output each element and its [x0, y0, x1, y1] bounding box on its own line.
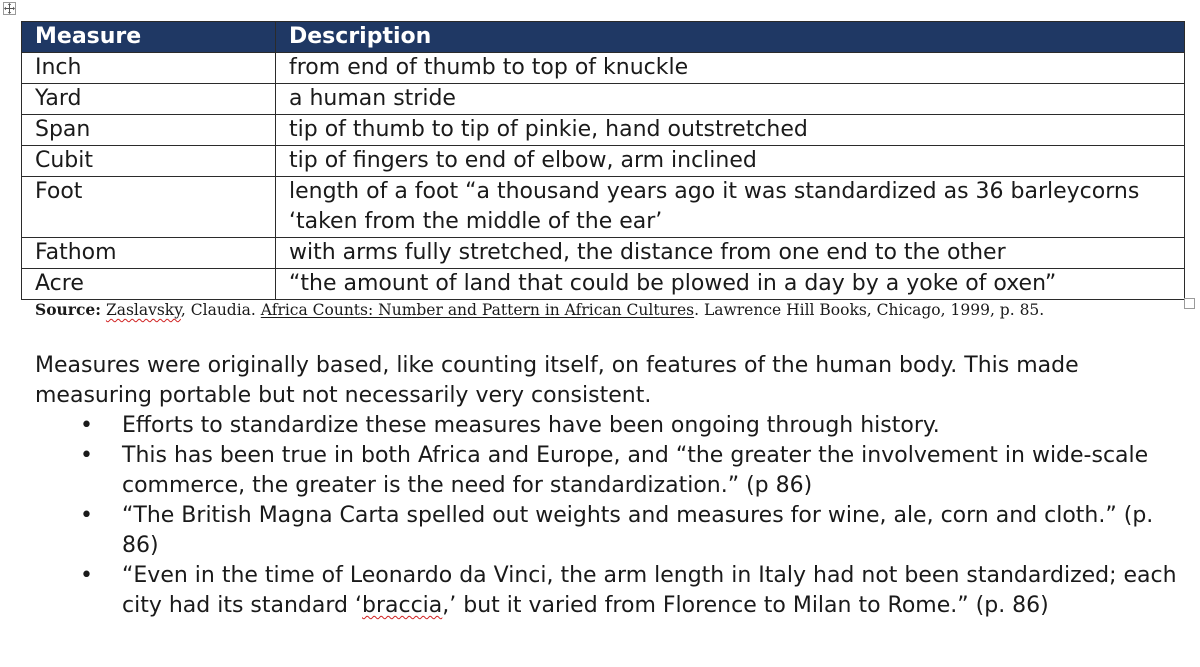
table-move-icon[interactable] [3, 2, 16, 15]
source-publisher: . Lawrence Hill Books, Chicago, 1999, p. 85. [694, 301, 1045, 319]
bullet-list [0, 411, 1190, 621]
list-item[interactable] [0, 441, 1190, 501]
bullet-icon: • [80, 443, 93, 468]
table-row [22, 115, 1185, 146]
table-row [22, 53, 1185, 84]
description-cell[interactable]: tip of thumb to tip of pinkie, hand outstretched [276, 115, 1185, 146]
description-cell[interactable]: “the amount of land that could be plowed in a day by a yoke of oxen” [276, 269, 1185, 300]
list-item-text: This has been true in both Africa and Europe, and “the greater the involvement in wide-scale commerce, the greater is the need for standardization.” (p 86) [122, 443, 1149, 498]
measure-cell[interactable]: Yard [22, 84, 276, 115]
description-cell[interactable]: tip of fingers to end of elbow, arm inclined [276, 146, 1185, 177]
description-cell[interactable]: with arms fully stretched, the distance from one end to the other [276, 238, 1185, 269]
table-header-row [22, 22, 1185, 53]
description-cell[interactable]: from end of thumb to top of knuckle [276, 53, 1185, 84]
measure-cell[interactable]: Span [22, 115, 276, 146]
bullet-icon: • [80, 503, 93, 528]
table-row [22, 177, 1185, 238]
table-resize-icon[interactable] [1184, 298, 1195, 309]
header-description: Description [276, 22, 1185, 53]
intro-paragraph[interactable]: Measures were originally based, like counting itself, on features of the human body. This made measuring portable but not necessarily very consistent. [35, 353, 1079, 408]
list-item-text: “The British Magna Carta spelled out weights and measures for wine, ale, corn and cloth.” (p. 86) [122, 503, 1154, 558]
bullet-icon: • [80, 413, 93, 438]
misspelled-word: braccia [362, 593, 443, 618]
list-item[interactable] [0, 501, 1190, 561]
measure-cell[interactable]: Acre [22, 269, 276, 300]
measure-cell[interactable]: Cubit [22, 146, 276, 177]
header-measure: Measure [22, 22, 276, 53]
list-item-text-end: ,’ but it varied from Florence to Milan to Rome.” (p. 86) [442, 593, 1049, 618]
table-row [22, 146, 1185, 177]
source-author-rest: , Claudia. [180, 301, 261, 319]
bullet-icon: • [80, 563, 93, 588]
description-cell[interactable]: a human stride [276, 84, 1185, 115]
list-item-text-start: “Even in the time of Leonardo da Vinci, the arm length in Italy had not been standardized; each city had its standard ‘ [122, 563, 1177, 618]
measure-cell[interactable]: Foot [22, 177, 276, 238]
source-book-title: Africa Counts: Number and Pattern in African Cultures [260, 301, 695, 319]
list-item-text [122, 563, 1177, 618]
source-author-last: Zaslavsky [105, 301, 181, 319]
source-label: Source: [35, 300, 101, 319]
measures-table [21, 21, 1185, 300]
list-item-text: Efforts to standardize these measures have been ongoing through history. [122, 413, 940, 438]
table-row [22, 238, 1185, 269]
measure-cell[interactable]: Inch [22, 53, 276, 84]
source-citation[interactable] [35, 299, 1044, 321]
description-cell[interactable]: length of a foot “a thousand years ago it was standardized as 36 barleycorns ‘taken from the middle of the ear’ [276, 177, 1185, 238]
table-row [22, 84, 1185, 115]
list-item[interactable] [0, 411, 1190, 441]
table-row [22, 269, 1185, 300]
list-item[interactable] [0, 561, 1190, 621]
measure-cell[interactable]: Fathom [22, 238, 276, 269]
